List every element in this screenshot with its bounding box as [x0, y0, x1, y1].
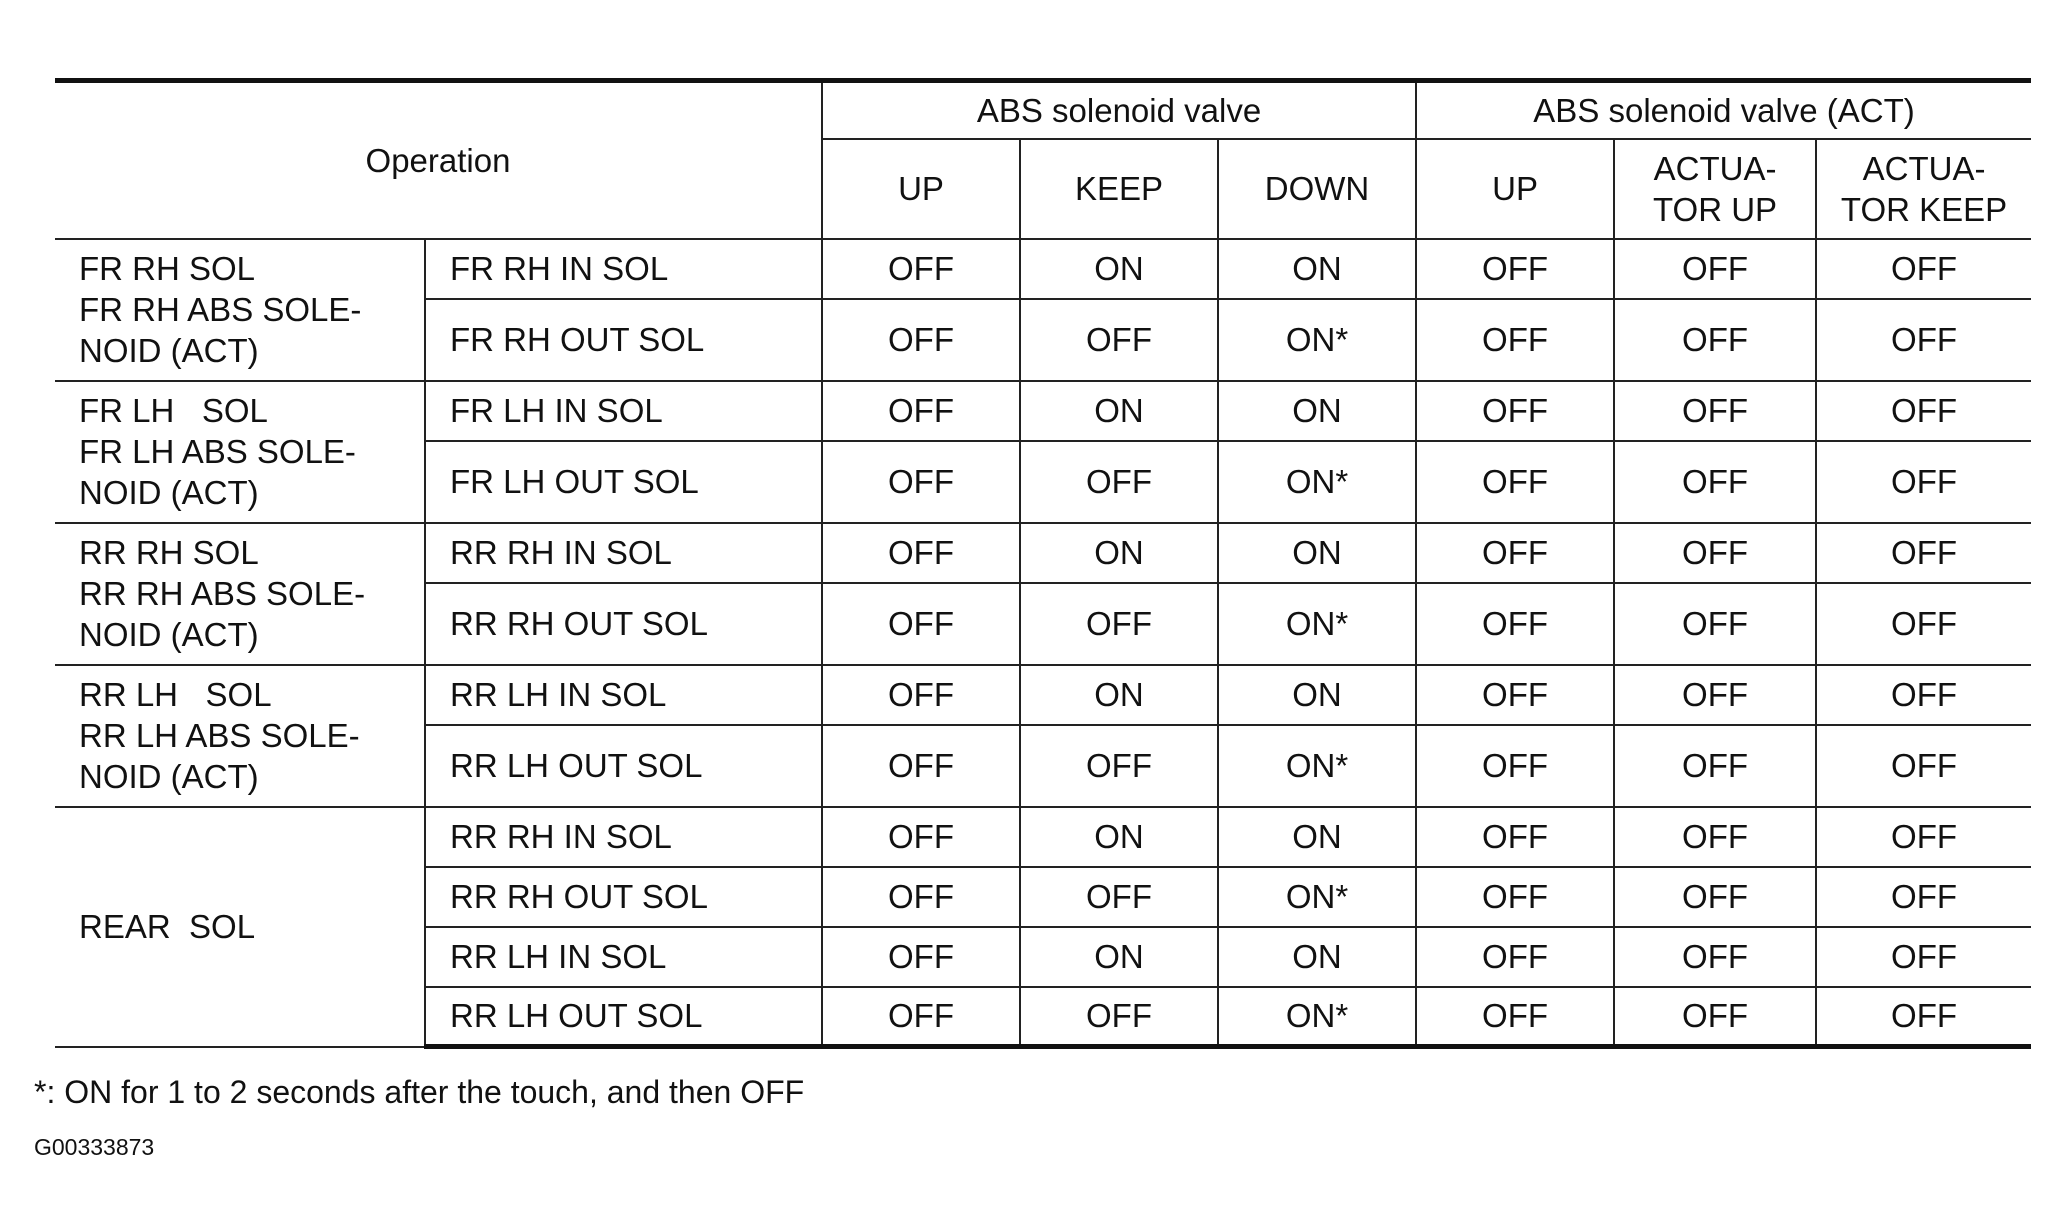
state-value-cell: OFF — [1614, 927, 1816, 987]
group-label-cell — [55, 381, 425, 523]
state-value-cell: OFF — [1816, 725, 2031, 807]
state-value-cell: OFF — [822, 725, 1020, 807]
state-value-cell: OFF — [1020, 299, 1218, 381]
state-value-cell: OFF — [1416, 725, 1614, 807]
state-value-cell: OFF — [1416, 867, 1614, 927]
table-row — [55, 239, 2031, 299]
state-value-cell: ON — [1218, 239, 1416, 299]
state-value-cell: OFF — [1816, 523, 2031, 583]
state-value-cell: ON* — [1218, 299, 1416, 381]
group-label-cell — [55, 523, 425, 665]
state-value-cell: ON* — [1218, 583, 1416, 665]
state-value-cell: OFF — [1614, 381, 1816, 441]
state-value-cell: ON — [1020, 523, 1218, 583]
header-col-up — [822, 139, 1020, 239]
state-value-cell: OFF — [1816, 239, 2031, 299]
solenoid-name-cell: RR LH IN SOL — [425, 927, 822, 987]
header-col-keep — [1020, 139, 1218, 239]
table-row — [55, 381, 2031, 441]
state-value-cell: OFF — [1020, 867, 1218, 927]
header-col-text: TOR UP — [1652, 190, 1778, 228]
group-label-line: NOID (ACT) — [79, 474, 259, 511]
header-col-text: DOWN — [1264, 170, 1370, 207]
group-label-cell — [55, 665, 425, 807]
header-group-abs-solenoid-valve-act: ABS solenoid valve (ACT) — [1416, 81, 2031, 139]
solenoid-operation-table-wrap — [55, 78, 2031, 1049]
header-col-text: ACTUA- — [1862, 149, 1986, 187]
state-value-cell: ON — [1218, 523, 1416, 583]
header-col-text: KEEP — [1074, 170, 1164, 207]
solenoid-name-cell: RR RH IN SOL — [425, 807, 822, 867]
state-value-cell: OFF — [1614, 665, 1816, 725]
state-value-cell: OFF — [1816, 381, 2031, 441]
state-value-cell: OFF — [1816, 441, 2031, 523]
state-value-cell: ON — [1020, 239, 1218, 299]
solenoid-name-cell: RR LH IN SOL — [425, 665, 822, 725]
group-label-line: FR LH SOL — [79, 392, 268, 429]
header-col-down — [1218, 139, 1416, 239]
figure-id: G00333873 — [34, 1134, 155, 1160]
state-value-cell: OFF — [1816, 665, 2031, 725]
header-group-abs-solenoid-valve: ABS solenoid valve — [822, 81, 1416, 139]
group-label-line: RR LH ABS SOLE- — [79, 717, 360, 754]
solenoid-name-cell: FR RH OUT SOL — [425, 299, 822, 381]
state-value-cell: OFF — [1614, 583, 1816, 665]
group-label-line: RR RH ABS SOLE- — [79, 575, 366, 612]
state-value-cell: ON — [1218, 665, 1416, 725]
state-value-cell: ON — [1020, 927, 1218, 987]
solenoid-name-cell: RR LH OUT SOL — [425, 725, 822, 807]
table-row — [55, 807, 2031, 867]
solenoid-operation-table — [55, 78, 2031, 1049]
state-value-cell: OFF — [1614, 807, 1816, 867]
group-label-cell — [55, 239, 425, 381]
state-value-cell: OFF — [1020, 725, 1218, 807]
group-label-line: FR RH ABS SOLE- — [79, 291, 362, 328]
state-value-cell: ON — [1020, 665, 1218, 725]
header-col-text: TOR KEEP — [1840, 190, 2008, 228]
state-value-cell: OFF — [822, 583, 1020, 665]
header-col-text: ACTUA- — [1653, 149, 1777, 187]
state-value-cell: OFF — [1416, 441, 1614, 523]
state-value-cell: OFF — [1614, 987, 1816, 1047]
state-value-cell: OFF — [1614, 725, 1816, 807]
state-value-cell: OFF — [1416, 987, 1614, 1047]
state-value-cell: OFF — [1416, 239, 1614, 299]
solenoid-name-cell: FR RH IN SOL — [425, 239, 822, 299]
state-value-cell: OFF — [822, 927, 1020, 987]
state-value-cell: OFF — [1416, 927, 1614, 987]
state-value-cell: OFF — [1816, 987, 2031, 1047]
state-value-cell: OFF — [822, 381, 1020, 441]
solenoid-name-cell: RR RH OUT SOL — [425, 867, 822, 927]
state-value-cell: ON — [1020, 807, 1218, 867]
table-row — [55, 523, 2031, 583]
state-value-cell: OFF — [1614, 299, 1816, 381]
state-value-cell: ON — [1218, 927, 1416, 987]
state-value-cell: OFF — [1416, 523, 1614, 583]
footnote: *: ON for 1 to 2 seconds after the touch, and then OFF — [34, 1074, 805, 1110]
header-col-text: UP — [1492, 170, 1538, 207]
table-body — [55, 239, 2031, 1047]
state-value-cell: OFF — [1614, 523, 1816, 583]
header-group-row — [55, 81, 2031, 139]
solenoid-name-cell: RR RH IN SOL — [425, 523, 822, 583]
state-value-cell: OFF — [822, 239, 1020, 299]
state-value-cell: OFF — [1614, 867, 1816, 927]
state-value-cell: OFF — [1816, 807, 2031, 867]
solenoid-name-cell: FR LH OUT SOL — [425, 441, 822, 523]
state-value-cell: OFF — [1416, 299, 1614, 381]
state-value-cell: OFF — [1614, 239, 1816, 299]
header-col-actuator-up — [1614, 139, 1816, 239]
state-value-cell: ON* — [1218, 987, 1416, 1047]
state-value-cell: ON — [1218, 807, 1416, 867]
state-value-cell: OFF — [822, 987, 1020, 1047]
group-label-cell — [55, 807, 425, 1047]
state-value-cell: ON* — [1218, 725, 1416, 807]
state-value-cell: OFF — [822, 867, 1020, 927]
solenoid-name-cell: FR LH IN SOL — [425, 381, 822, 441]
state-value-cell: ON — [1218, 381, 1416, 441]
state-value-cell: ON* — [1218, 867, 1416, 927]
solenoid-name-cell: RR RH OUT SOL — [425, 583, 822, 665]
group-label-line: REAR SOL — [79, 908, 256, 945]
state-value-cell: OFF — [1816, 867, 2031, 927]
header-col-actuator-keep — [1816, 139, 2031, 239]
group-label-line: FR RH SOL — [79, 250, 256, 287]
state-value-cell: OFF — [822, 299, 1020, 381]
group-label-line: FR LH ABS SOLE- — [79, 433, 356, 470]
state-value-cell: ON — [1020, 381, 1218, 441]
state-value-cell: ON* — [1218, 441, 1416, 523]
group-label-line: RR LH SOL — [79, 676, 272, 713]
state-value-cell: OFF — [1416, 807, 1614, 867]
state-value-cell: OFF — [822, 807, 1020, 867]
state-value-cell: OFF — [822, 523, 1020, 583]
state-value-cell: OFF — [822, 665, 1020, 725]
state-value-cell: OFF — [1816, 583, 2031, 665]
state-value-cell: OFF — [1020, 987, 1218, 1047]
table-row — [55, 665, 2031, 725]
solenoid-name-cell: RR LH OUT SOL — [425, 987, 822, 1047]
state-value-cell: OFF — [1020, 441, 1218, 523]
group-label-line: NOID (ACT) — [79, 616, 259, 653]
state-value-cell: OFF — [1614, 441, 1816, 523]
header-col-act-up — [1416, 139, 1614, 239]
state-value-cell: OFF — [822, 441, 1020, 523]
state-value-cell: OFF — [1416, 583, 1614, 665]
state-value-cell: OFF — [1020, 583, 1218, 665]
group-label-line: RR RH SOL — [79, 534, 259, 571]
group-label-line: NOID (ACT) — [79, 332, 259, 369]
group-label-line: NOID (ACT) — [79, 758, 259, 795]
state-value-cell: OFF — [1416, 665, 1614, 725]
state-value-cell: OFF — [1816, 927, 2031, 987]
header-col-text: UP — [898, 170, 944, 207]
state-value-cell: OFF — [1416, 381, 1614, 441]
state-value-cell: OFF — [1816, 299, 2031, 381]
header-operation: Operation — [55, 81, 822, 239]
